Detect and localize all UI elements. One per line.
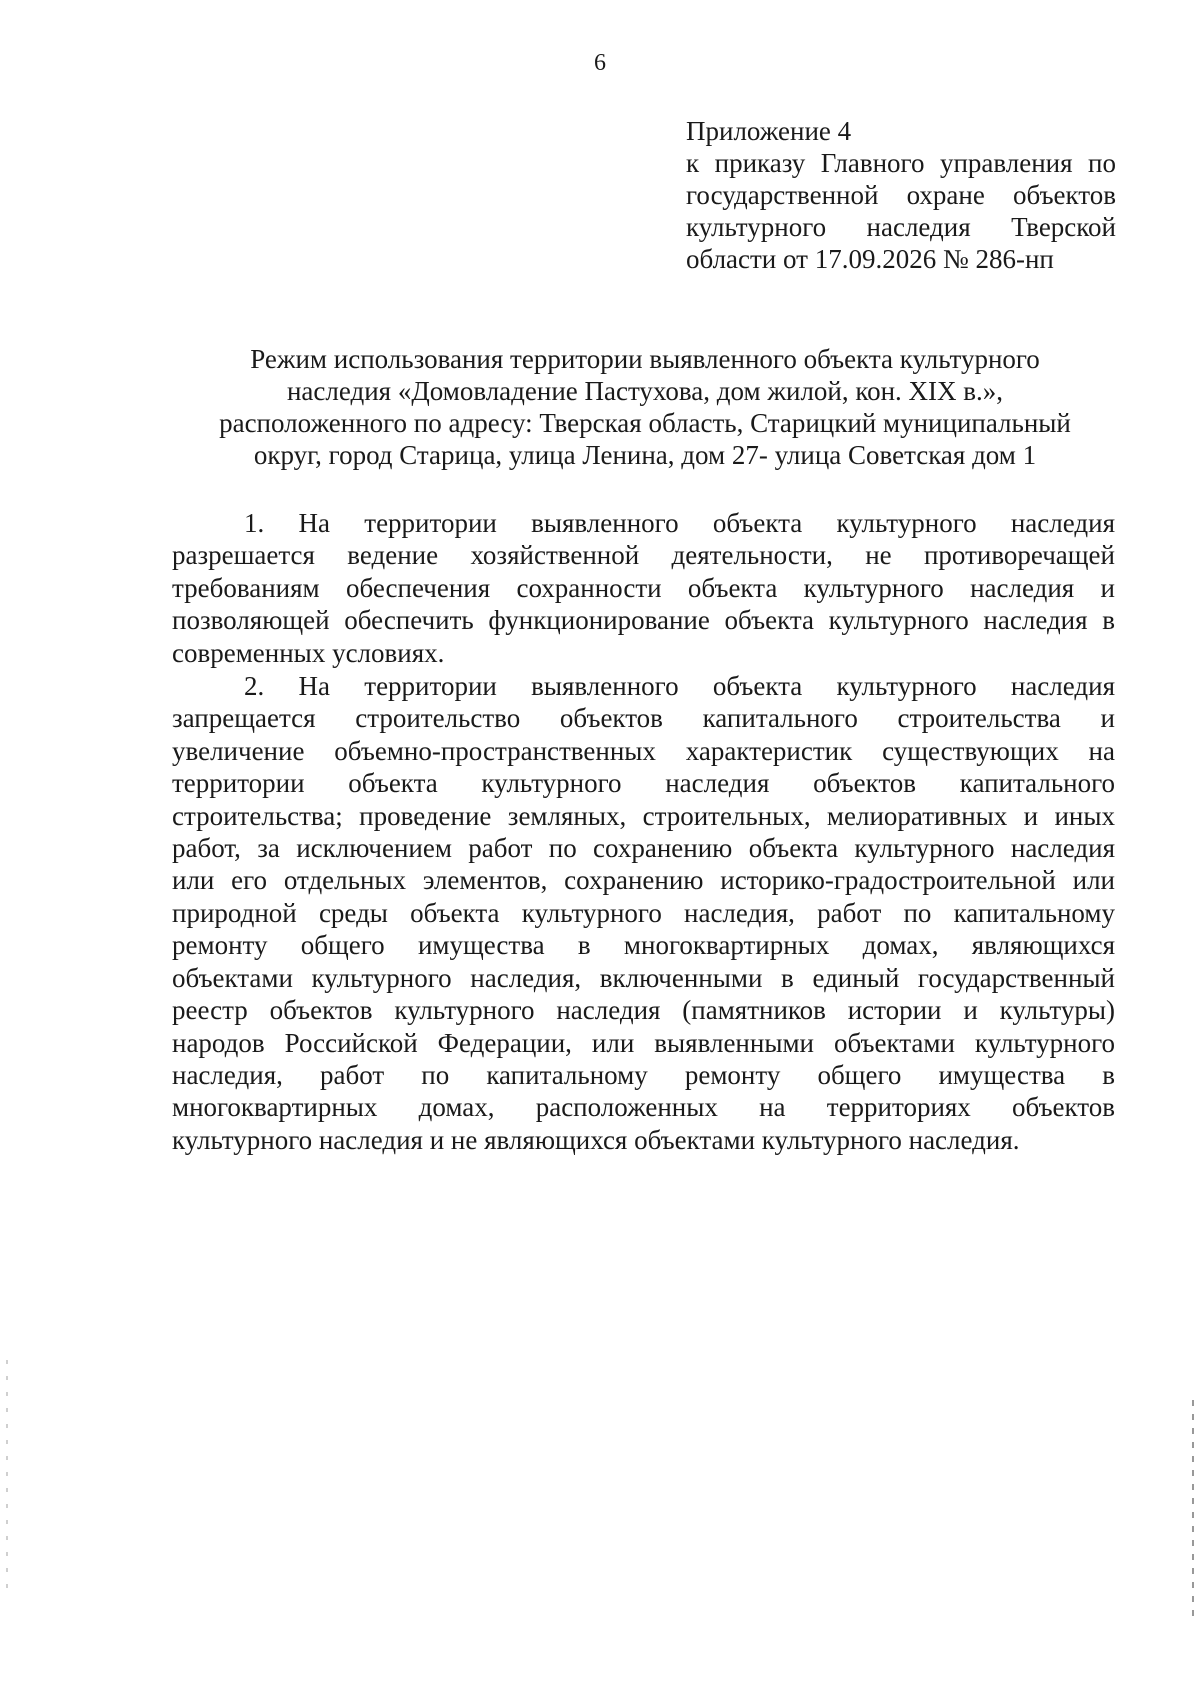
appendix-line: культурного наследия Тверской	[686, 212, 1116, 242]
appendix-line: к приказу Главного управления по	[686, 148, 1116, 178]
paragraph-line: народов Российской Федерации, или выявленными объектами культурного	[172, 1027, 1115, 1058]
paragraph-line: разрешается ведение хозяйственной деятельности, не противоречащей	[172, 540, 1115, 571]
paragraph-line: позволяющей обеспечить функционирование объекта культурного наследия в	[172, 605, 1115, 636]
paragraph-line: многоквартирных домах, расположенных на территориях объектов	[172, 1092, 1115, 1123]
paragraph-line: территории объекта культурного наследия объектов капитального	[172, 768, 1115, 799]
appendix-block	[686, 115, 1116, 275]
paragraph-line: ремонту общего имущества в многоквартирных домах, являющихся	[172, 930, 1115, 961]
page-number: 6	[594, 50, 606, 76]
document-title	[180, 343, 1110, 471]
paragraph-line: или его отдельных элементов, сохранению историко-градостроительной или	[172, 865, 1115, 896]
paragraph-1	[172, 507, 1115, 669]
paragraph-line: реестр объектов культурного наследия (памятников истории и культуры)	[172, 995, 1115, 1026]
document-body	[172, 507, 1115, 1156]
appendix-line: Приложение 4	[686, 116, 852, 146]
paragraph-line: 2. На территории выявленного объекта культурного наследия	[244, 671, 1115, 702]
paragraph-line: современных условиях.	[172, 637, 445, 668]
title-line: расположенного по адресу: Тверская область, Старицкий муниципальный	[219, 408, 1071, 438]
title-line: наследия «Домовладение Пастухова, дом жилой, кон. XIX в.»,	[286, 376, 1004, 406]
paragraph-line: увеличение объемно-пространственных характеристик существующих на	[172, 735, 1115, 766]
paragraph-line: природной среды объекта культурного наследия, работ по капитальному	[172, 897, 1115, 928]
paragraph-line: требованиям обеспечения сохранности объекта культурного наследия и	[172, 572, 1115, 603]
title-line: округ, город Старица, улица Ленина, дом 27- улица Советская дом 1	[253, 440, 1037, 470]
title-line: Режим использования территории выявленного объекта культурного	[250, 344, 1040, 374]
appendix-line: области от 17.09.2026 № 286-нп	[686, 244, 1054, 274]
paragraph-line: наследия, работ по капитальному ремонту общего имущества в	[172, 1059, 1115, 1090]
scan-edge-mark	[1192, 1400, 1194, 1620]
scan-edge-mark	[6, 1360, 8, 1600]
paragraph-line: культурного наследия и не являющихся объектами культурного наследия.	[172, 1124, 1020, 1155]
paragraph-line: запрещается строительство объектов капитального строительства и	[172, 703, 1115, 734]
paragraph-line: строительства; проведение земляных, строительных, мелиоративных и иных	[172, 800, 1115, 831]
paragraph-line: работ, за исключением работ по сохранению объекта культурного наследия	[172, 833, 1115, 864]
paragraph-2	[172, 670, 1115, 1156]
paragraph-line: объектами культурного наследия, включенными в единый государственный	[172, 962, 1115, 993]
paragraph-line: 1. На территории выявленного объекта культурного наследия	[244, 508, 1115, 538]
appendix-line: государственной охране объектов	[686, 180, 1116, 210]
